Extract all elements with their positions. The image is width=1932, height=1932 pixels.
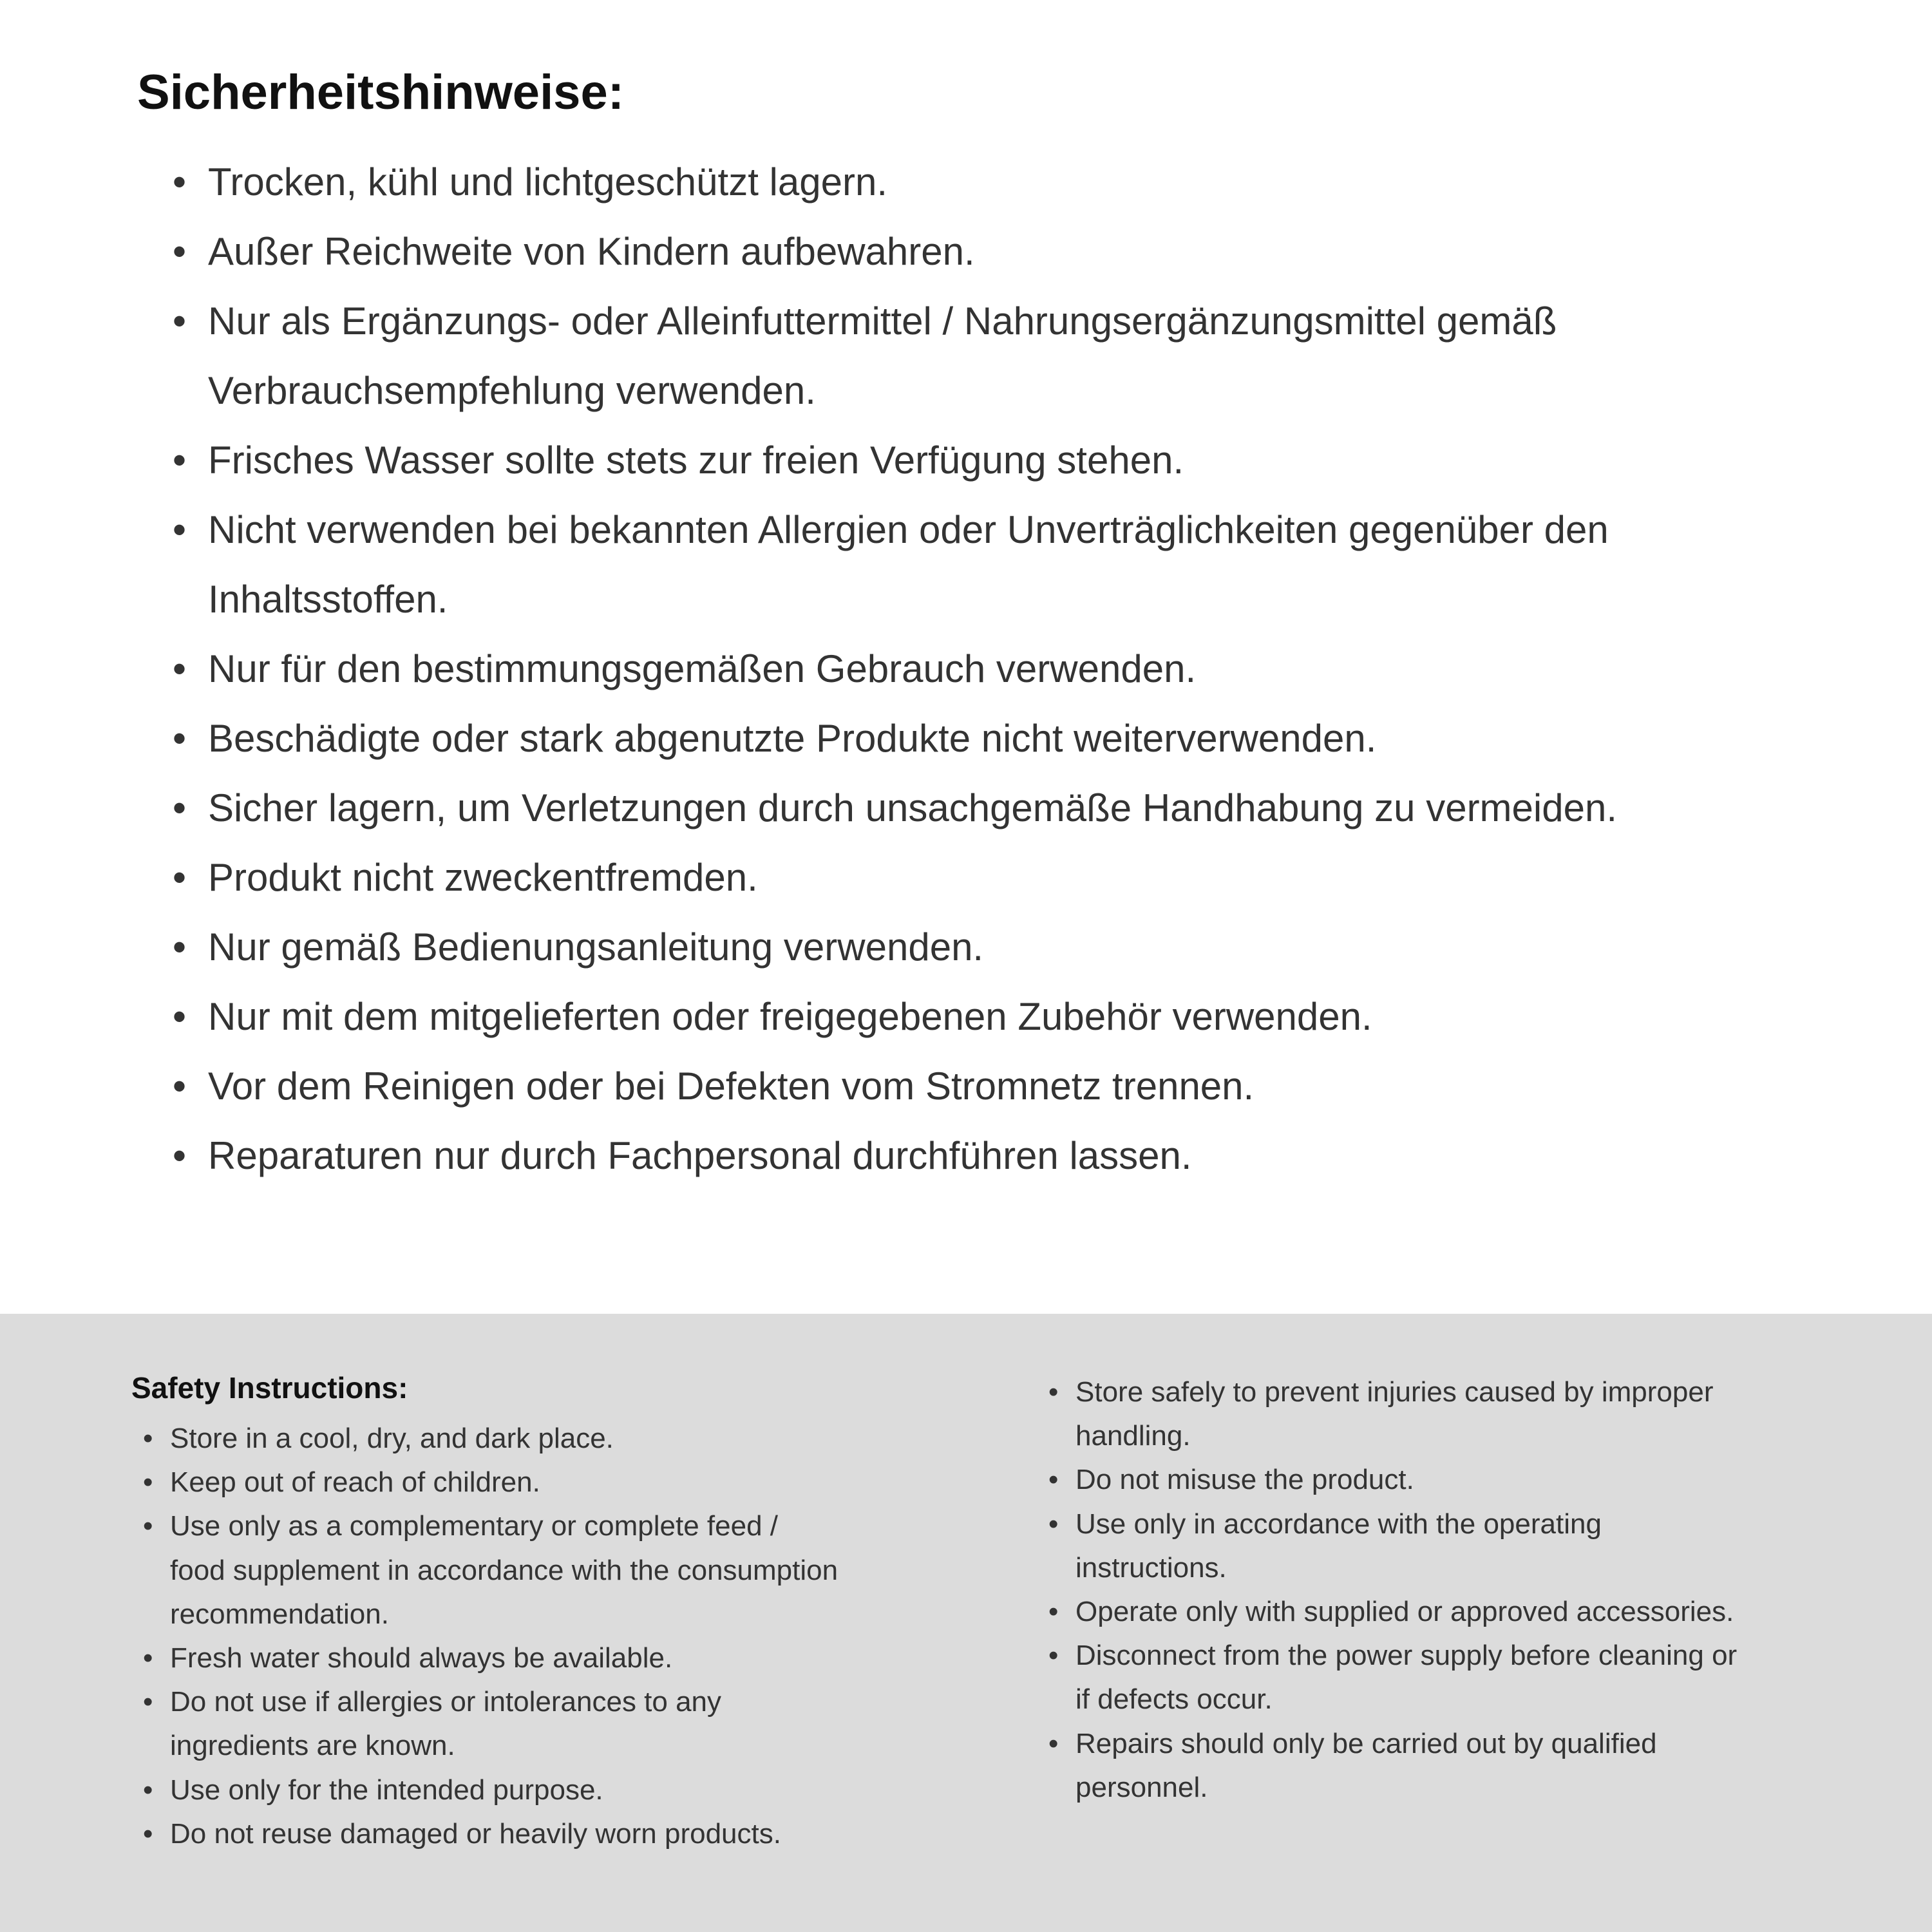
- bullet-marker: •: [173, 856, 187, 899]
- german-safety-list: [173, 147, 1625, 1191]
- item-text: Do not reuse damaged or heavily worn products.: [170, 1817, 781, 1850]
- bullet-marker: •: [173, 647, 187, 690]
- item-text: Reparaturen nur durch Fachpersonal durchführen lassen.: [208, 1134, 1192, 1177]
- german-safety-item: [173, 982, 1625, 1052]
- bullet-marker: •: [1048, 1464, 1059, 1496]
- german-safety-item: [173, 217, 1625, 287]
- item-text: Store safely to prevent injuries caused by improper handling.: [1075, 1376, 1714, 1452]
- english-safety-list-left: [143, 1417, 838, 1856]
- english-safety-item: [143, 1812, 838, 1856]
- bullet-marker: •: [173, 925, 187, 969]
- bullet-marker: •: [143, 1774, 153, 1806]
- bullet-marker: •: [173, 439, 187, 482]
- bullet-marker: •: [143, 1642, 153, 1674]
- bullet-marker: •: [143, 1686, 153, 1718]
- item-text: Store in a cool, dry, and dark place.: [170, 1423, 614, 1454]
- english-right-column: [1037, 1370, 1739, 1810]
- english-safety-list-right: [1048, 1370, 1739, 1810]
- german-safety-item: [173, 634, 1625, 704]
- item-text: Repairs should only be carried out by qualified personnel.: [1075, 1727, 1657, 1803]
- english-safety-section: [0, 1314, 1932, 1932]
- english-safety-item: [1048, 1590, 1739, 1634]
- item-text: Produkt nicht zweckentfremden.: [208, 856, 758, 899]
- item-text: Vor dem Reinigen oder bei Defekten vom Stromnetz trennen.: [208, 1065, 1255, 1108]
- english-safety-item: [143, 1636, 838, 1680]
- english-safety-item: [143, 1768, 838, 1812]
- bullet-marker: •: [1048, 1508, 1059, 1540]
- item-text: Keep out of reach of children.: [170, 1466, 540, 1499]
- bullet-marker: •: [173, 1065, 187, 1108]
- bullet-marker: •: [173, 1134, 187, 1177]
- english-safety-item: [1048, 1370, 1739, 1458]
- german-safety-item: [173, 426, 1625, 495]
- english-safety-item: [1048, 1722, 1739, 1810]
- english-safety-item: [1048, 1502, 1739, 1590]
- german-safety-item: [173, 704, 1625, 773]
- german-safety-item: [173, 1121, 1625, 1191]
- bullet-marker: •: [173, 160, 187, 204]
- english-safety-item: [143, 1417, 838, 1461]
- english-safety-item: [143, 1680, 838, 1768]
- bullet-marker: •: [1048, 1727, 1059, 1759]
- item-text: Trocken, kühl und lichtgeschützt lagern.: [208, 160, 888, 204]
- bullet-marker: •: [173, 230, 187, 273]
- bullet-marker: •: [1048, 1640, 1059, 1672]
- item-text: Do not use if allergies or intolerances to any ingredients are known.: [170, 1686, 722, 1762]
- bullet-marker: •: [173, 717, 187, 760]
- german-safety-item: [173, 1052, 1625, 1121]
- german-safety-item: [173, 287, 1625, 426]
- german-safety-item: [173, 843, 1625, 913]
- bullet-marker: •: [143, 1423, 153, 1454]
- item-text: Nur als Ergänzungs- oder Alleinfuttermittel / Nahrungsergänzungsmittel gemäß Verbrauchsempfehlung verwenden.: [208, 299, 1557, 412]
- item-text: Use only for the intended purpose.: [170, 1774, 603, 1806]
- item-text: Frisches Wasser sollte stets zur freien Verfügung stehen.: [208, 439, 1184, 482]
- german-safety-item: [173, 495, 1625, 634]
- item-text: Do not misuse the product.: [1075, 1464, 1414, 1496]
- english-left-column: [131, 1370, 1037, 1856]
- item-text: Sicher lagern, um Verletzungen durch unsachgemäße Handhabung zu vermeiden.: [208, 786, 1618, 829]
- bullet-marker: •: [173, 995, 187, 1038]
- english-section-title: Safety Instructions:: [131, 1371, 408, 1405]
- english-safety-item: [1048, 1634, 1739, 1721]
- bullet-marker: •: [143, 1817, 153, 1850]
- item-text: Nur gemäß Bedienungsanleitung verwenden.: [208, 925, 984, 969]
- bullet-marker: •: [173, 786, 187, 829]
- german-safety-item: [173, 147, 1625, 217]
- bullet-marker: •: [173, 299, 187, 343]
- item-text: Disconnect from the power supply before cleaning or if defects occur.: [1075, 1640, 1738, 1716]
- bullet-marker: •: [1048, 1595, 1059, 1627]
- item-text: Außer Reichweite von Kindern aufbewahren.: [208, 230, 975, 273]
- german-safety-item: [173, 913, 1625, 982]
- english-safety-item: [143, 1504, 838, 1636]
- english-safety-item: [1048, 1458, 1739, 1502]
- item-text: Use only as a complementary or complete feed / food supplement in accordance with the consumption recommendation.: [170, 1510, 838, 1630]
- german-section-title: Sicherheitshinweise:: [137, 65, 625, 120]
- item-text: Nur für den bestimmungsgemäßen Gebrauch verwenden.: [208, 647, 1197, 690]
- item-text: Fresh water should always be available.: [170, 1642, 673, 1674]
- item-text: Nicht verwenden bei bekannten Allergien oder Unverträglichkeiten gegenüber den Inhaltsstoffen.: [208, 508, 1609, 621]
- bullet-marker: •: [143, 1466, 153, 1499]
- item-text: Nur mit dem mitgelieferten oder freigegebenen Zubehör verwenden.: [208, 995, 1372, 1038]
- german-safety-item: [173, 773, 1625, 843]
- bullet-marker: •: [173, 508, 187, 551]
- bullet-marker: •: [1048, 1376, 1059, 1408]
- item-text: Use only in accordance with the operating instructions.: [1075, 1508, 1602, 1584]
- bullet-marker: •: [143, 1510, 153, 1542]
- english-safety-item: [143, 1461, 838, 1504]
- item-text: Beschädigte oder stark abgenutzte Produkte nicht weiterverwenden.: [208, 717, 1377, 760]
- item-text: Operate only with supplied or approved accessories.: [1075, 1595, 1734, 1627]
